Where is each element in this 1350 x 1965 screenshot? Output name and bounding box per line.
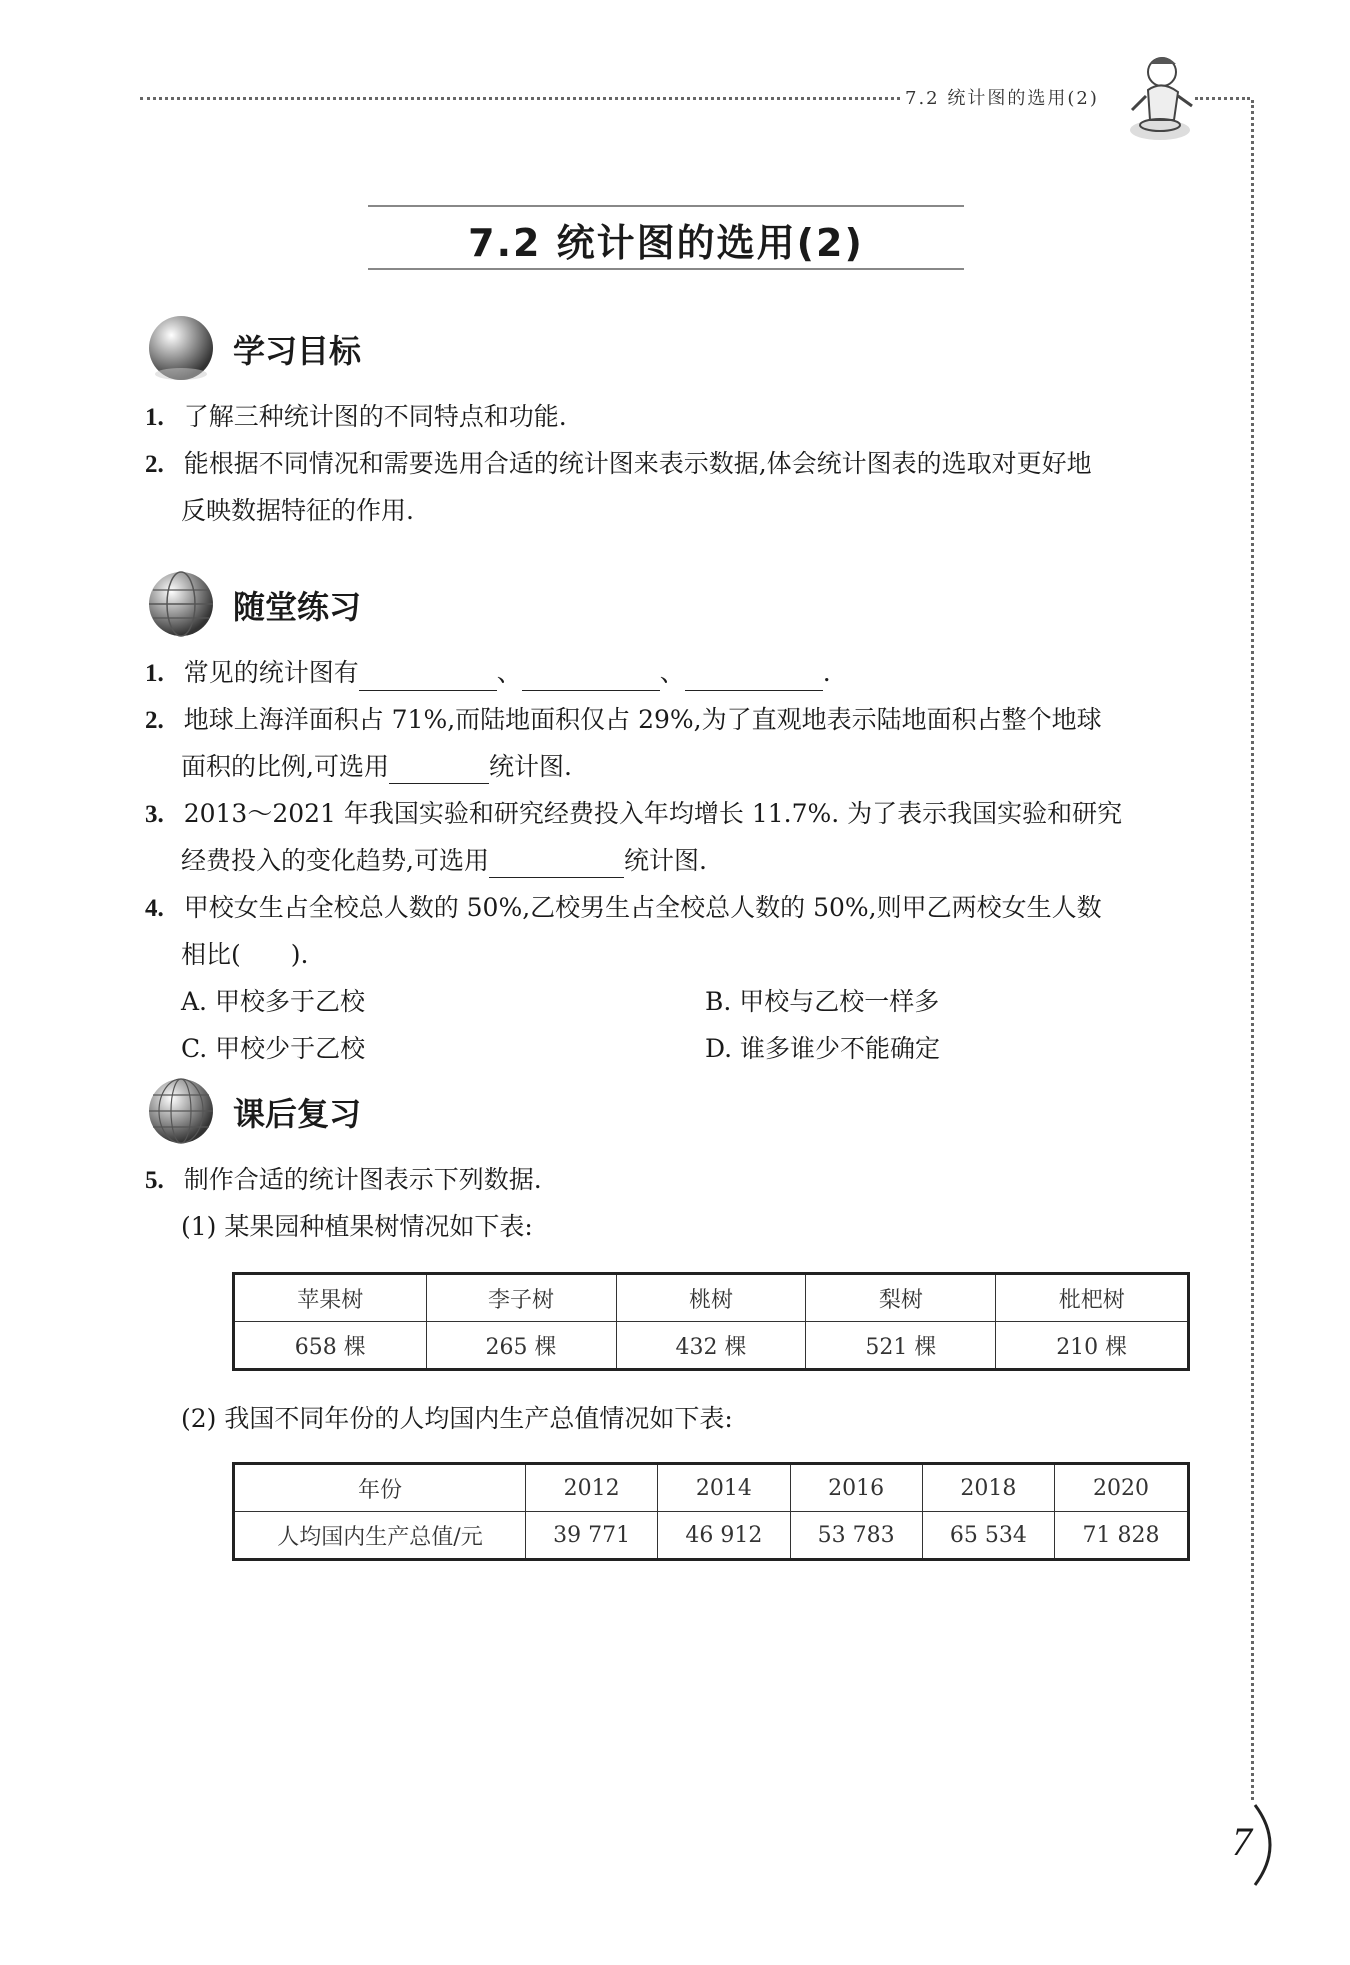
globe-icon — [145, 312, 217, 384]
page-frame-dotted-rule — [1251, 100, 1254, 1800]
goal-item-continuation: 反映数据特征的作用. — [181, 496, 414, 525]
header-dotted-rule-right — [1195, 97, 1250, 100]
title-rule — [368, 205, 964, 207]
table-cell: 521 棵 — [806, 1322, 996, 1370]
table-header-cell: 梨树 — [806, 1274, 996, 1322]
table-header-cell: 2012 — [526, 1464, 658, 1512]
question-5-part-2: (2) 我国不同年份的人均国内生产总值情况如下表: — [181, 1404, 733, 1433]
answer-blank[interactable] — [685, 664, 823, 691]
mascot-icon — [1120, 50, 1200, 145]
table-cell: 53 783 — [790, 1512, 922, 1560]
question-2: 2. 地球上海洋面积占 71%,而陆地面积仅占 29%,为了直观地表示陆地面积占整个地球 — [145, 705, 1102, 734]
answer-blank[interactable] — [389, 757, 489, 784]
table-cell: 人均国内生产总值/元 — [234, 1512, 526, 1560]
question-4-cont: 相比( ). — [181, 940, 309, 969]
table-header-cell: 2014 — [658, 1464, 790, 1512]
table-cell: 71 828 — [1055, 1512, 1189, 1560]
table-cell: 658 棵 — [234, 1322, 427, 1370]
goal-item: 1. 了解三种统计图的不同特点和功能. — [145, 402, 567, 431]
table-row — [234, 1274, 1189, 1322]
question-4: 4. 甲校女生占全校总人数的 50%,乙校男生占全校总人数的 50%,则甲乙两校女生人数 — [145, 893, 1102, 922]
option-d[interactable]: D. 谁多谁少不能确定 — [705, 1034, 941, 1063]
goal-item: 2. 能根据不同情况和需要选用合适的统计图来表示数据,体会统计图表的选取对更好地 — [145, 449, 1092, 478]
gdp-table — [232, 1462, 1190, 1561]
page-number: 7 — [1232, 1819, 1252, 1864]
running-title: 7.2 统计图的选用(2) — [905, 88, 1099, 109]
table-row — [234, 1512, 1189, 1560]
table-header-cell: 2016 — [790, 1464, 922, 1512]
option-a[interactable]: A. 甲校多于乙校 — [181, 987, 365, 1016]
answer-blank[interactable] — [359, 664, 497, 691]
question-2-cont: 面积的比例,可选用 统计图. — [181, 750, 572, 784]
question-1: 1. 常见的统计图有 、 、 . — [145, 656, 831, 691]
question-5: 5. 制作合适的统计图表示下列数据. — [145, 1165, 542, 1194]
table-cell: 65 534 — [922, 1512, 1054, 1560]
table-header-cell: 2018 — [922, 1464, 1054, 1512]
answer-blank[interactable] — [522, 664, 660, 691]
table-cell: 210 棵 — [996, 1322, 1189, 1370]
title-rule — [368, 268, 964, 270]
table-cell: 432 棵 — [616, 1322, 806, 1370]
table-cell: 39 771 — [526, 1512, 658, 1560]
table-header-cell: 2020 — [1055, 1464, 1189, 1512]
table-header-cell: 枇杷树 — [996, 1274, 1189, 1322]
globe-mesh-icon — [145, 1075, 217, 1147]
section-title: 课后复习 — [233, 1095, 362, 1133]
section-title: 随堂练习 — [233, 588, 362, 626]
header-dotted-rule — [140, 97, 900, 100]
table-cell: 46 912 — [658, 1512, 790, 1560]
globe-grid-icon — [145, 568, 217, 640]
section-title: 学习目标 — [233, 332, 362, 370]
table-row — [234, 1464, 1189, 1512]
table-header-cell: 苹果树 — [234, 1274, 427, 1322]
orchard-table — [232, 1272, 1190, 1371]
page-title: 7.2 统计图的选用(2) — [468, 221, 864, 265]
question-3: 3. 2013～2021 年我国实验和研究经费投入年均增长 11.7%. 为了表示我国实验和研究 — [145, 799, 1123, 828]
table-header-cell: 李子树 — [426, 1274, 616, 1322]
table-header-cell: 年份 — [234, 1464, 526, 1512]
option-c[interactable]: C. 甲校少于乙校 — [181, 1034, 366, 1063]
answer-blank[interactable] — [489, 851, 624, 878]
question-3-cont: 经费投入的变化趋势,可选用 统计图. — [181, 844, 707, 878]
table-row — [234, 1322, 1189, 1370]
question-5-part-1: (1) 某果园种植果树情况如下表: — [181, 1212, 533, 1241]
table-header-cell: 桃树 — [616, 1274, 806, 1322]
table-cell: 265 棵 — [426, 1322, 616, 1370]
option-b[interactable]: B. 甲校与乙校一样多 — [705, 987, 940, 1016]
